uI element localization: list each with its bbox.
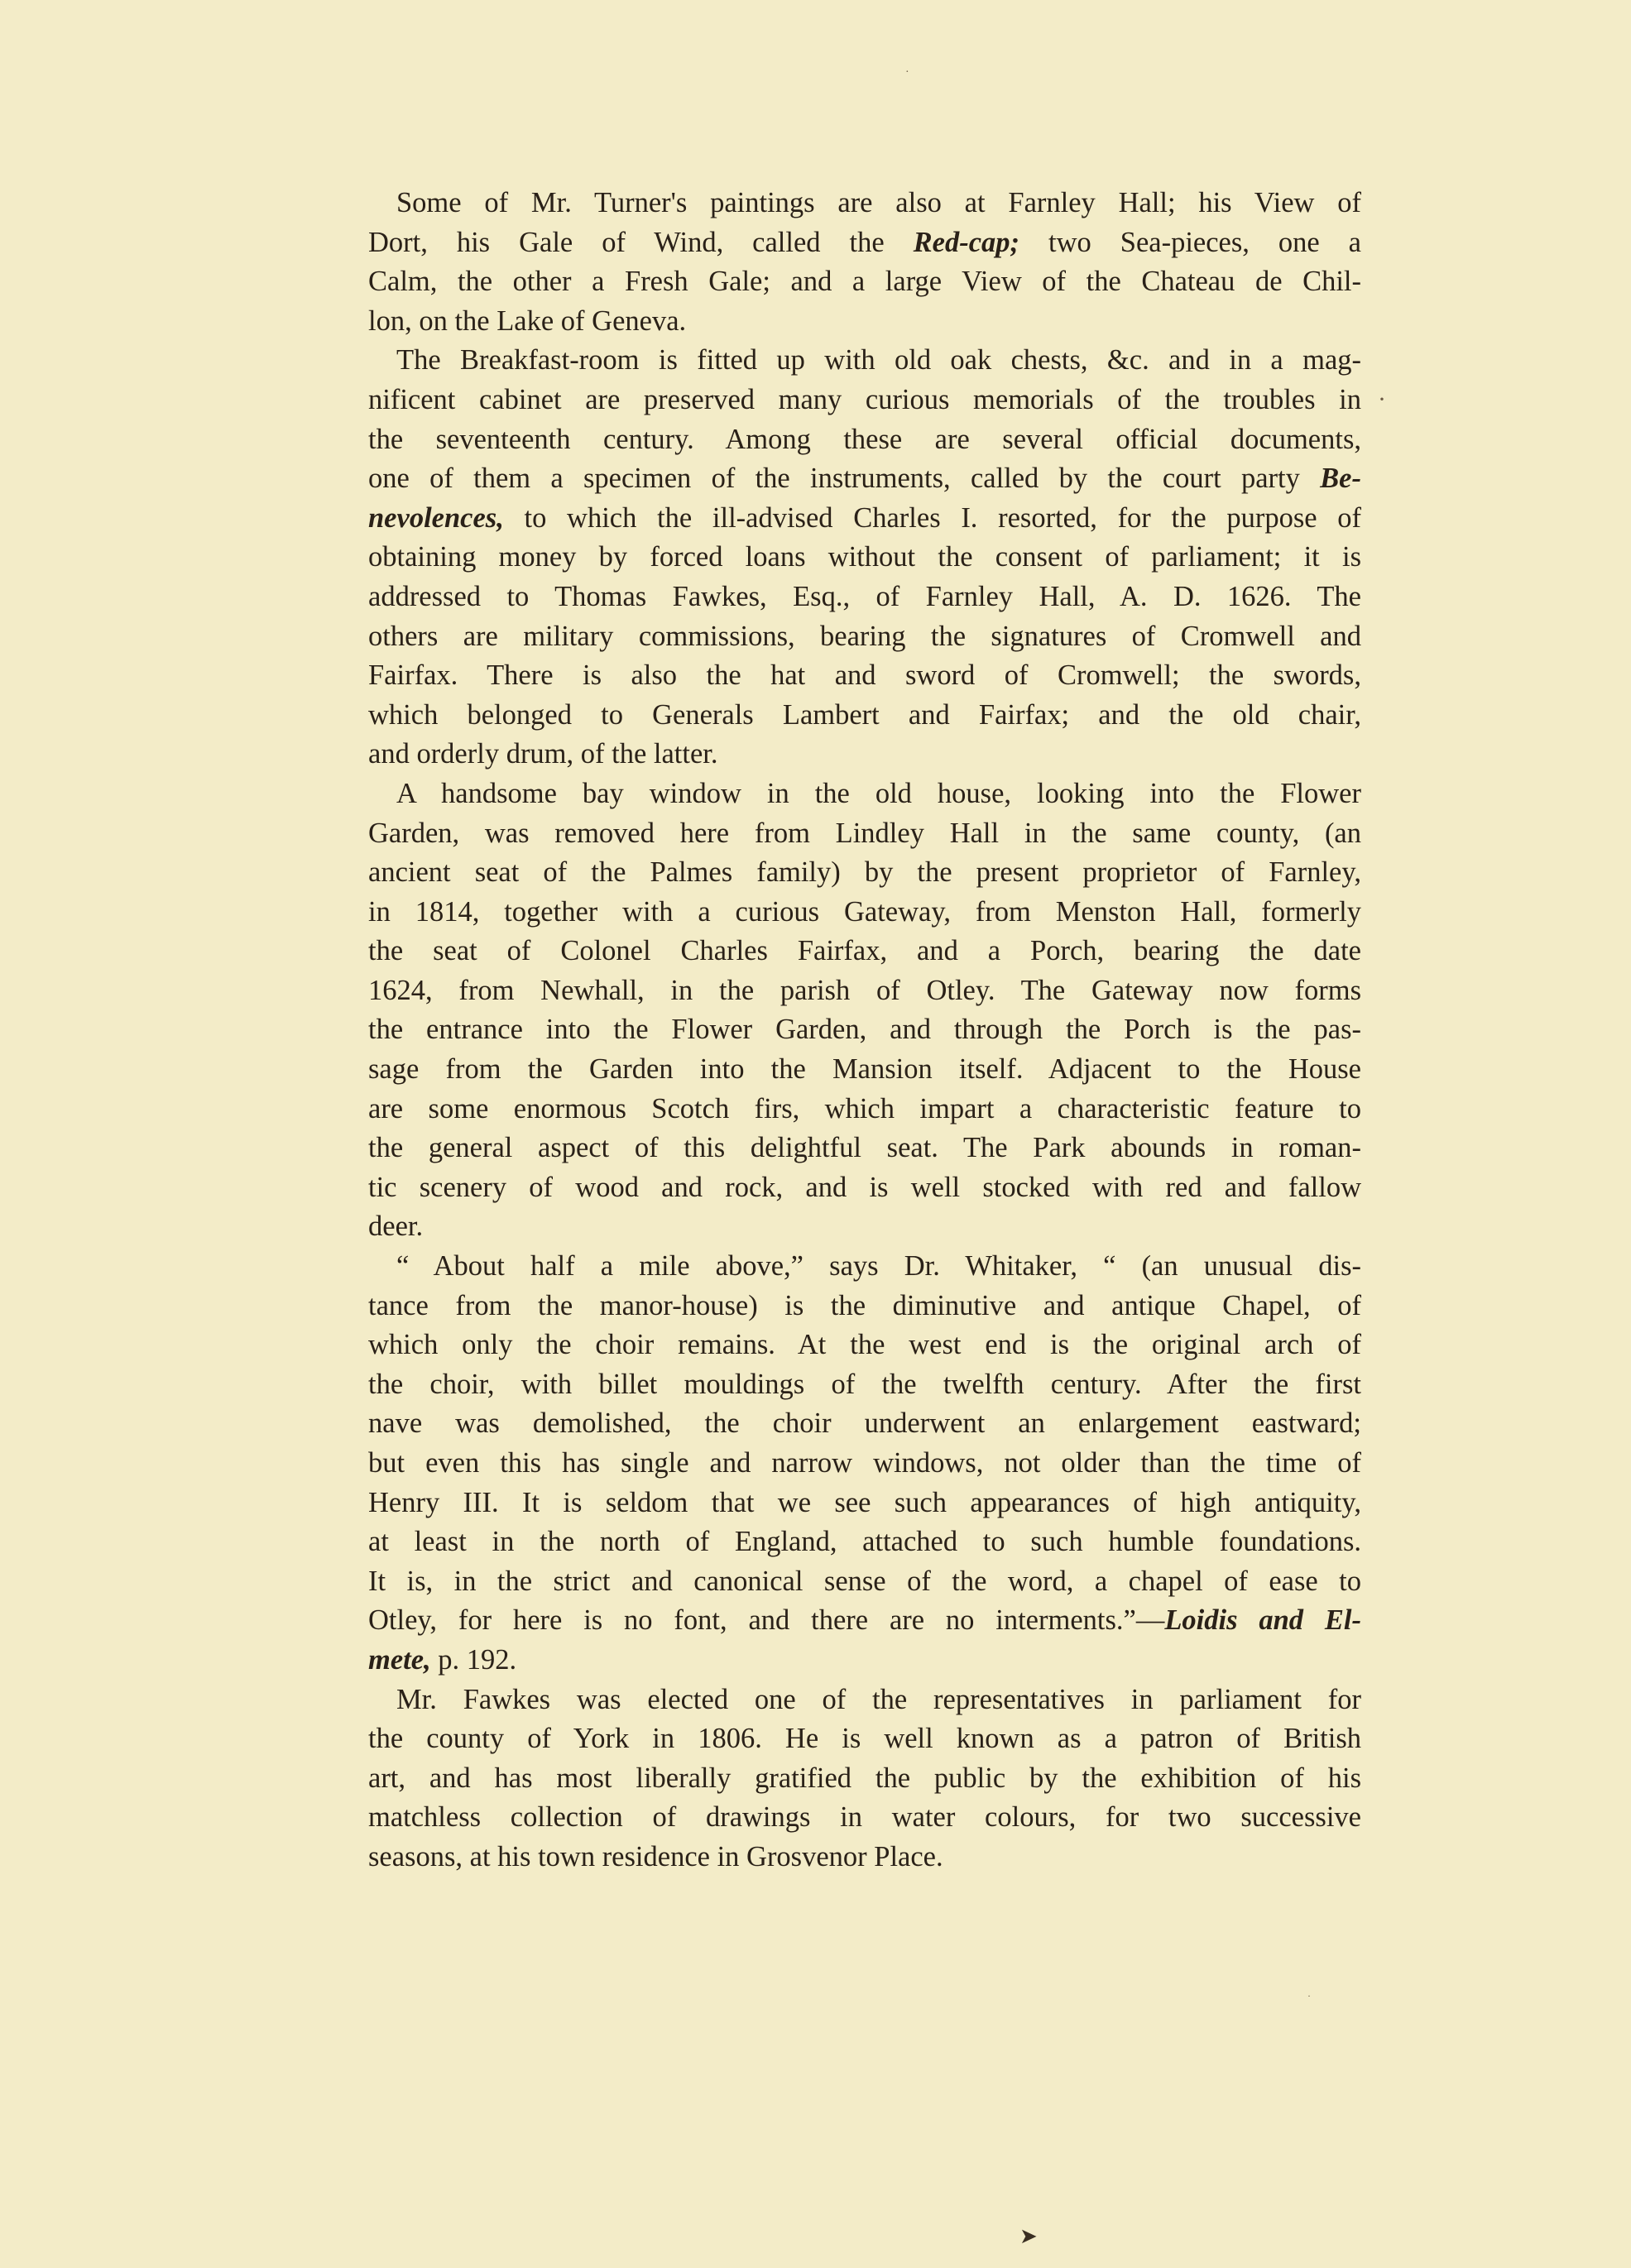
lower-speck-mark: · bbox=[1307, 1990, 1311, 2002]
text-line: the choir, with billet mouldings of the twelfth century. After the first bbox=[368, 1368, 1361, 1400]
text-line: others are military commissions, bearing the signatures of Cromwell and bbox=[368, 620, 1361, 652]
text-line: which only the choir remains. At the west end is the original arch of bbox=[368, 1329, 1361, 1361]
text-line: the entrance into the Flower Garden, and through the Porch is the pas- bbox=[368, 1014, 1361, 1046]
text-line: in 1814, together with a curious Gateway, from Menston Hall, formerly bbox=[368, 895, 1361, 928]
text-line: The Breakfast-room is fitted up with old oak chests, &c. and in a mag- bbox=[396, 344, 1361, 376]
text-line: Fairfax. There is also the hat and sword of Cromwell; the swords, bbox=[368, 659, 1361, 692]
text-line: the general aspect of this delightful seat. The Park abounds in roman- bbox=[368, 1132, 1361, 1164]
text-line: the seventeenth century. Among these are several official documents, bbox=[368, 423, 1361, 455]
text-line: seasons, at his town residence in Grosvenor Place. bbox=[368, 1840, 943, 1872]
text-line bbox=[368, 1641, 1361, 1681]
text-line: Some of Mr. Turner's paintings are also at Farnley Hall; his View of bbox=[396, 187, 1361, 218]
text-run: Otley, for here is no font, and there are no interments.”— bbox=[368, 1604, 1165, 1637]
text-line: tance from the manor-house) is the diminutive and antique Chapel, of bbox=[368, 1289, 1361, 1321]
text-line: lon, on the Lake of Geneva. bbox=[368, 304, 687, 337]
text-line: sage from the Garden into the Mansion itself. Adjacent to the House bbox=[368, 1053, 1361, 1086]
text-line: “ About half a mile above,” says Dr. Whitaker, “ (an unusual dis- bbox=[396, 1250, 1361, 1283]
text-line: but even this has single and narrow windows, not older than the time of bbox=[368, 1447, 1361, 1479]
text-line: the county of York in 1806. He is well known as a patron of British bbox=[368, 1723, 1361, 1755]
top-speck-mark: · bbox=[905, 66, 909, 79]
bottom-flourish-icon: ➤ bbox=[1019, 2224, 1038, 2248]
italic-phrase: Red-cap; bbox=[913, 226, 1020, 258]
text-line: addressed to Thomas Fawkes, Esq., of Farnley Hall, A. D. 1626. The bbox=[368, 580, 1361, 612]
text-line bbox=[368, 499, 1361, 539]
text-line: It is, in the strict and canonical sense of the word, a chapel of ease to bbox=[368, 1565, 1361, 1597]
text-line bbox=[368, 223, 1361, 263]
text-line bbox=[368, 459, 1361, 499]
text-line: the seat of Colonel Charles Fairfax, and a Porch, bearing the date bbox=[368, 935, 1361, 967]
margin-dot-mark: · bbox=[1378, 386, 1386, 413]
text-line: are some enormous Scotch firs, which impart a characteristic feature to bbox=[368, 1092, 1361, 1124]
text-run: one of them a specimen of the instruments, called by the court party bbox=[368, 463, 1321, 495]
text-line bbox=[368, 1601, 1361, 1641]
text-run: Dort, his Gale of Wind, called the bbox=[368, 226, 914, 258]
text-line: deer. bbox=[368, 1211, 424, 1243]
text-line: and orderly drum, of the latter. bbox=[368, 738, 718, 770]
text-line: which belonged to Generals Lambert and Fairfax; and the old chair, bbox=[368, 698, 1361, 731]
italic-phrase: nevolences, bbox=[368, 501, 504, 534]
text-run: p. 192. bbox=[430, 1643, 517, 1676]
text-line: 1624, from Newhall, in the parish of Otley. The Gateway now forms bbox=[368, 974, 1361, 1006]
text-line: ancient seat of the Palmes family) by the present proprietor of Farnley, bbox=[368, 856, 1361, 889]
text-line: obtaining money by forced loans without the consent of parliament; it is bbox=[368, 541, 1361, 573]
text-line: matchless collection of drawings in water colours, for two successive bbox=[368, 1801, 1361, 1834]
body-text bbox=[368, 184, 1361, 1877]
italic-phrase: Be- bbox=[1320, 463, 1361, 495]
text-line: Henry III. It is seldom that we see such appearances of high antiquity, bbox=[368, 1486, 1361, 1518]
text-line: at least in the north of England, attached to such humble foundations. bbox=[368, 1526, 1361, 1558]
text-line: tic scenery of wood and rock, and is well stocked with red and fallow bbox=[368, 1171, 1361, 1203]
text-line: A handsome bay window in the old house, looking into the Flower bbox=[396, 777, 1361, 809]
text-line: nificent cabinet are preserved many curious memorials of the troubles in bbox=[368, 383, 1361, 415]
text-line: Mr. Fawkes was elected one of the representatives in parliament for bbox=[396, 1683, 1361, 1715]
text-line: Calm, the other a Fresh Gale; and a large View of the Chateau de Chil- bbox=[368, 266, 1361, 298]
text-run: to which the ill-advised Charles I. resorted, for the purpose of bbox=[503, 501, 1361, 534]
text-line: Garden, was removed here from Lindley Hall in the same county, (an bbox=[368, 817, 1361, 849]
italic-phrase: mete, bbox=[368, 1643, 431, 1676]
text-line: nave was demolished, the choir underwent an enlargement eastward; bbox=[368, 1407, 1361, 1440]
text-run: two Sea-pieces, one a bbox=[1019, 226, 1361, 258]
text-line: art, and has most liberally gratified the public by the exhibition of his bbox=[368, 1762, 1361, 1794]
italic-phrase: Loidis and El- bbox=[1164, 1604, 1361, 1637]
